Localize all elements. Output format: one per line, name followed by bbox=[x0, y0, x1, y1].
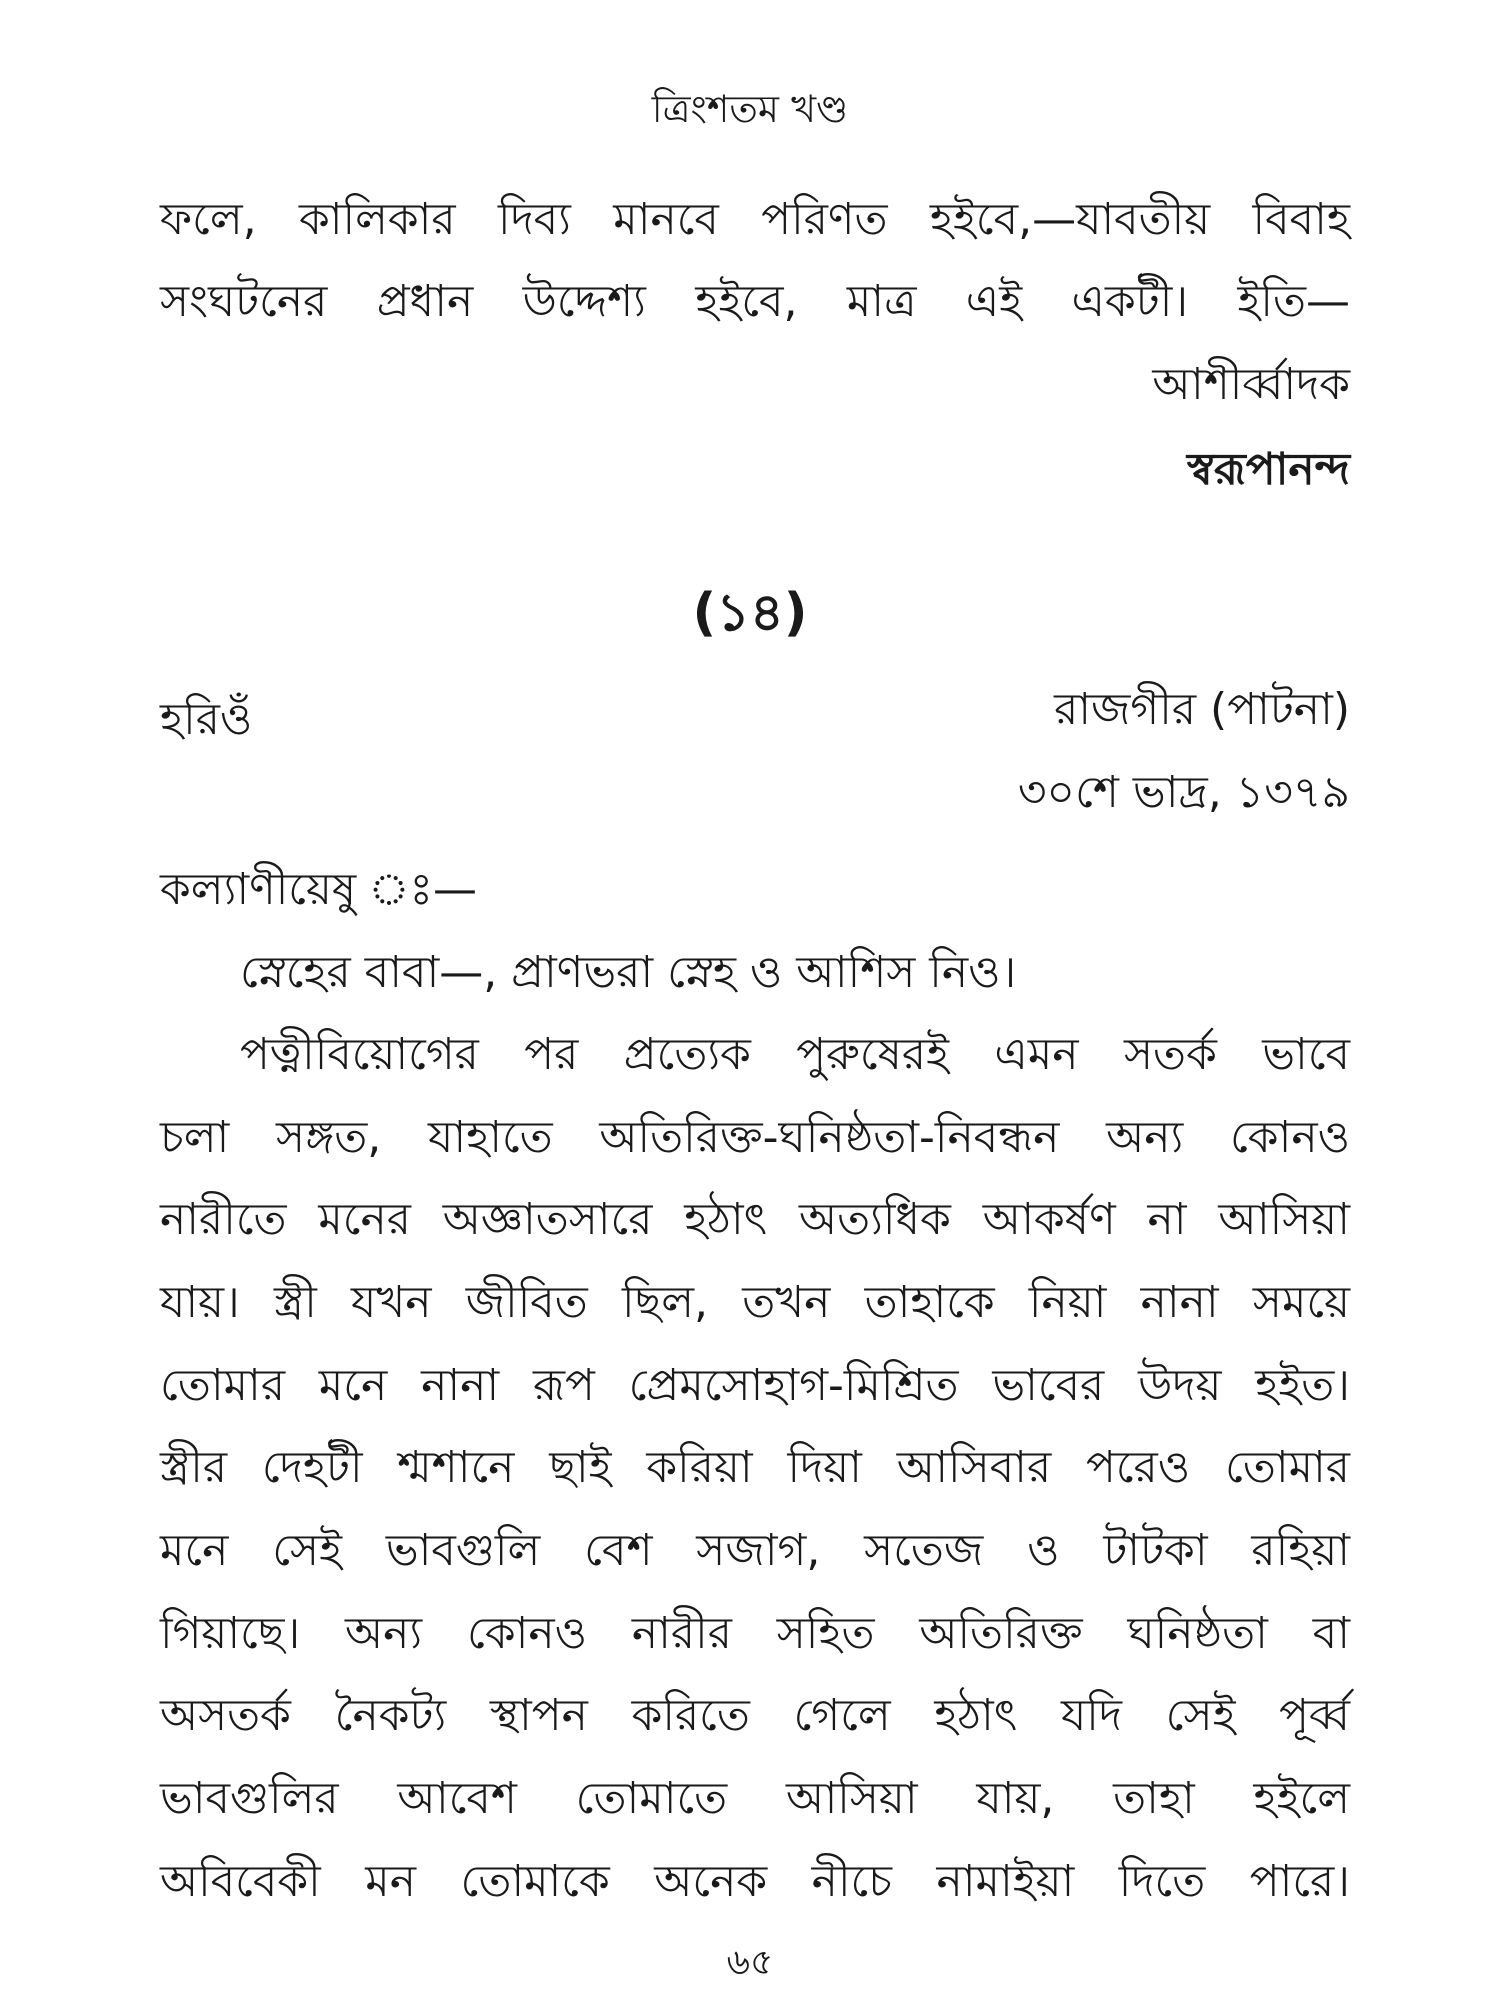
invocation: হরিওঁ bbox=[160, 694, 253, 745]
page-number: ৬৫ bbox=[726, 1942, 774, 1983]
paragraph-line: মনে সেই ভাবগুলি বেশ সজাগ, সতেজ ও টাটকা রহিয়া bbox=[160, 1525, 1350, 1576]
signature: স্বরূপানন্দ bbox=[1186, 444, 1350, 495]
letter-number: (১৪) bbox=[692, 583, 808, 643]
paragraph-line: চলা সঙ্গত, যাহাতে অতিরিক্ত-ঘনিষ্ঠতা-নিবন্ধন অন্য কোনও bbox=[160, 1112, 1350, 1163]
paragraph-line: অবিবেকী মন তোমাকে অনেক নীচে নামাইয়া দিতে পারে। bbox=[160, 1856, 1350, 1907]
paragraph-line: নারীতে মনের অজ্ঞাতসারে হঠাৎ অত্যধিক আকর্ষণ না আসিয়া bbox=[160, 1194, 1350, 1245]
paragraph-line: ভাবগুলির আবেশ তোমাতে আসিয়া যায়, তাহা হইলে bbox=[160, 1773, 1350, 1824]
continuation-line: ফলে, কালিকার দিব্য মানবে পরিণত হইবে,—যাবতীয় বিবাহ bbox=[160, 194, 1350, 245]
paragraph-line: তোমার মনে নানা রূপ প্রেমসোহাগ-মিশ্রিত ভাবের উদয় হইত। bbox=[160, 1360, 1350, 1411]
letter-place: রাজগীর (পাটনা) bbox=[1054, 684, 1350, 735]
closing-blessing: আশীর্ব্বাদক bbox=[1152, 359, 1350, 410]
greeting: স্নেহের বাবা—, প্রাণভরা স্নেহ ও আশিস নিও। bbox=[240, 947, 1017, 998]
paragraph-line: যায়। স্ত্রী যখন জীবিত ছিল, তখন তাহাকে নিয়া নানা সময়ে bbox=[160, 1277, 1350, 1328]
letter-date: ৩০শে ভাদ্র, ১৩৭৯ bbox=[1017, 767, 1350, 818]
paragraph-line: স্ত্রীর দেহটী শ্মশানে ছাই করিয়া দিয়া আসিবার পরেও তোমার bbox=[160, 1442, 1350, 1493]
running-head: ত্রিংশতম খণ্ড bbox=[651, 87, 849, 131]
paragraph-first-line: পত্নীবিয়োগের পর প্রত্যেক পুরুষেরই এমন সতর্ক ভাবে bbox=[240, 1029, 1350, 1080]
continuation-line: সংঘটনের প্রধান উদ্দেশ্য হইবে, মাত্র এই একটী। ইতি— bbox=[160, 276, 1350, 327]
paragraph-line: গিয়াছে। অন্য কোনও নারীর সহিত অতিরিক্ত ঘনিষ্ঠতা বা bbox=[160, 1608, 1350, 1659]
addressee: কল্যাণীয়েষু ঃ— bbox=[160, 864, 477, 915]
paragraph-line: অসতর্ক নৈকট্য স্থাপন করিতে গেলে হঠাৎ যদি সেই পূর্ব্ব bbox=[160, 1690, 1350, 1741]
